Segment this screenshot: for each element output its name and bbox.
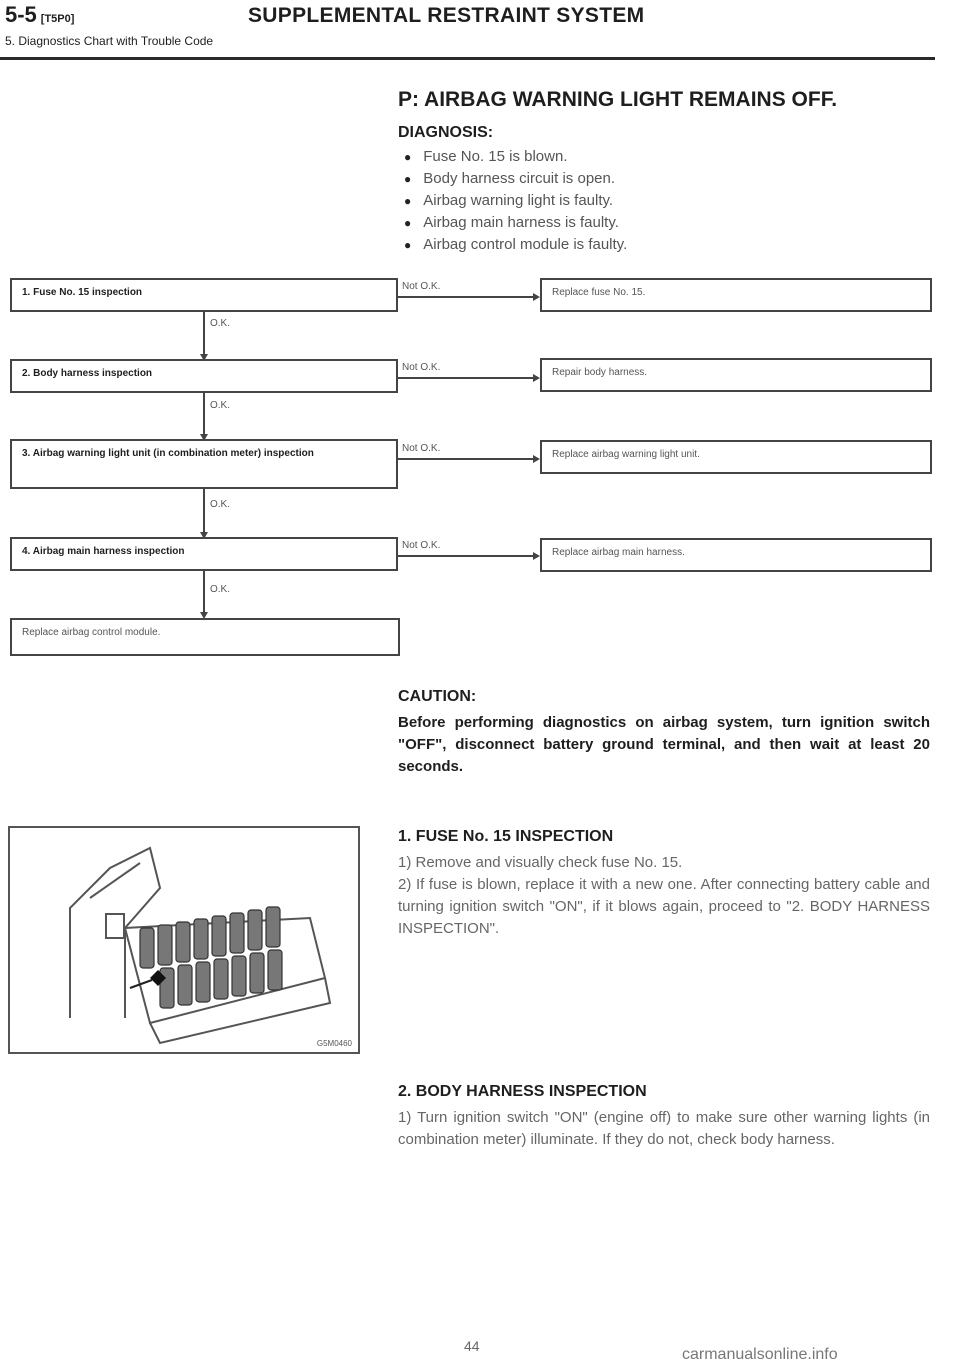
arrow-right-icon bbox=[533, 374, 540, 382]
section-code: 5-5 [T5P0] bbox=[5, 2, 75, 27]
arrow-right-icon bbox=[533, 552, 540, 560]
chapter-subtitle: 5. Diagnostics Chart with Trouble Code bbox=[5, 34, 214, 48]
diagnosis-heading: DIAGNOSIS: bbox=[398, 124, 494, 141]
flow-remedy-main-harness: Replace airbag main harness. bbox=[540, 538, 932, 572]
flow-connector bbox=[203, 393, 205, 434]
flow-connector bbox=[398, 377, 533, 379]
flow-ok-label: O.K. bbox=[210, 584, 231, 595]
fuse-inspection-step-1: 1) Remove and visually check fuse No. 15. bbox=[398, 854, 683, 871]
flow-connector bbox=[398, 458, 533, 460]
diagnosis-list bbox=[398, 146, 627, 256]
flow-final-step: Replace airbag control module. bbox=[10, 618, 400, 656]
fuse-box-figure bbox=[8, 826, 360, 1054]
flow-step-main-harness: 4. Airbag main harness inspection bbox=[10, 537, 398, 571]
flow-remedy-fuse: Replace fuse No. 15. bbox=[540, 278, 932, 312]
caution-heading: CAUTION: bbox=[398, 688, 477, 705]
flow-connector bbox=[203, 571, 205, 612]
flow-connector bbox=[203, 489, 205, 532]
flow-branch-label: Not O.K. bbox=[402, 540, 441, 551]
section-title: P: AIRBAG WARNING LIGHT REMAINS OFF. bbox=[398, 88, 838, 111]
diagnosis-item: ● Airbag main harness is faulty. bbox=[398, 212, 627, 234]
fuse-inspection-heading: 1. FUSE No. 15 INSPECTION bbox=[398, 828, 614, 845]
figure-id: G5M0460 bbox=[316, 1039, 352, 1048]
arrow-right-icon bbox=[533, 455, 540, 463]
diagnosis-item: ● Fuse No. 15 is blown. bbox=[398, 146, 627, 168]
flow-connector bbox=[203, 312, 205, 354]
flow-ok-label: O.K. bbox=[210, 400, 231, 411]
fuse-inspection-step-2: 2) If fuse is blown, replace it with a new one. After connecting battery cable and turning ignition switch "ON", if it blows again, proceed to "2. BODY HARNESS INSPECTION". bbox=[398, 876, 930, 937]
flow-ok-label: O.K. bbox=[210, 499, 231, 510]
flow-branch-label: Not O.K. bbox=[402, 443, 441, 454]
body-harness-heading: 2. BODY HARNESS INSPECTION bbox=[398, 1083, 647, 1100]
diagnosis-item: ● Body harness circuit is open. bbox=[398, 168, 627, 190]
flow-ok-label: O.K. bbox=[210, 318, 231, 329]
header-rule bbox=[0, 57, 935, 60]
arrow-right-icon bbox=[533, 293, 540, 301]
flow-step-body-harness: 2. Body harness inspection bbox=[10, 359, 398, 393]
section-code-tag: [T5P0] bbox=[40, 13, 75, 25]
body-harness-step-1: 1) Turn ignition switch "ON" (engine off) to make sure other warning lights (in combination meter) illuminate. If they do not, check body harness. bbox=[398, 1109, 930, 1148]
flow-step-warning-light: 3. Airbag warning light unit (in combination meter) inspection bbox=[10, 439, 398, 489]
fuse-box-illustration-icon bbox=[10, 828, 358, 1052]
flow-branch-label: Not O.K. bbox=[402, 362, 441, 373]
flow-remedy-warning-light: Replace airbag warning light unit. bbox=[540, 440, 932, 474]
flow-step-fuse: 1. Fuse No. 15 inspection bbox=[10, 278, 398, 312]
page-number: 44 bbox=[464, 1338, 480, 1354]
diagnosis-item: ● Airbag warning light is faulty. bbox=[398, 190, 627, 212]
watermark: carmanualsonline.info bbox=[682, 1346, 838, 1363]
flow-connector bbox=[398, 555, 533, 557]
flow-branch-label: Not O.K. bbox=[402, 281, 441, 292]
flow-connector bbox=[398, 296, 533, 298]
caution-text: Before performing diagnostics on airbag system, turn ignition switch "OFF", disconnect battery ground terminal, and then wait at least 20 seconds. bbox=[398, 714, 930, 775]
flow-remedy-body-harness: Repair body harness. bbox=[540, 358, 932, 392]
diagnosis-item: ● Airbag control module is faulty. bbox=[398, 234, 627, 256]
chapter-title: SUPPLEMENTAL RESTRAINT SYSTEM bbox=[248, 4, 645, 27]
